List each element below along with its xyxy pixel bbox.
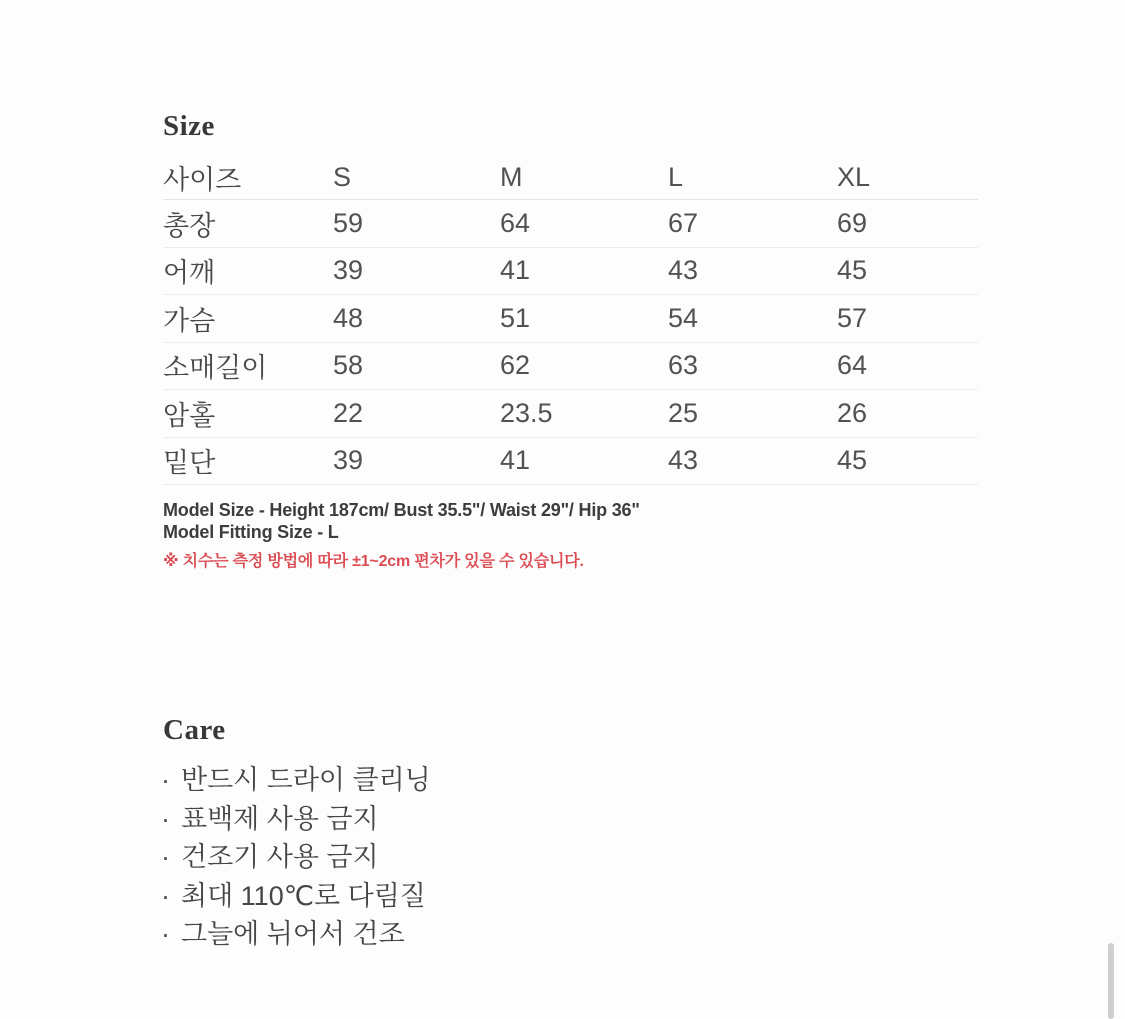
size-table-row xyxy=(163,438,978,486)
care-item-text: 그늘에 뉘어서 건조 xyxy=(181,919,405,949)
size-table-cell: 62 xyxy=(500,350,531,381)
bullet-dot: · xyxy=(161,842,170,872)
size-table-header-cell: 사이즈 xyxy=(163,165,242,195)
size-table-row-label: 어깨 xyxy=(163,258,216,289)
size-table-cell: 45 xyxy=(837,445,868,476)
care-list-item xyxy=(161,838,431,877)
size-table-cell: 26 xyxy=(837,397,868,428)
size-table-cell: 39 xyxy=(333,255,364,286)
size-table-cell: 41 xyxy=(500,255,531,286)
size-table-row xyxy=(163,248,978,296)
size-table-cell: 43 xyxy=(668,255,699,286)
size-table-cell: 48 xyxy=(333,302,364,333)
size-table-cell: 39 xyxy=(333,445,364,476)
model-size-line: Model Size - Height 187cm/ Bust 35.5"/ Waist 29"/ Hip 36" xyxy=(163,500,640,520)
size-table-cell: 54 xyxy=(668,302,699,333)
bullet-dot: · xyxy=(161,803,170,834)
size-table-cell: 67 xyxy=(668,207,699,238)
size-table-header-cell: L xyxy=(668,162,684,192)
size-table-cell: 64 xyxy=(500,207,531,238)
size-table-row-label: 총장 xyxy=(163,210,216,241)
size-table-cell: 64 xyxy=(837,350,868,381)
size-table-row-label: 암홀 xyxy=(163,400,216,431)
size-table-cell: 59 xyxy=(333,207,364,238)
size-table-cell: 69 xyxy=(837,207,868,238)
size-section-title: Size xyxy=(163,110,215,142)
size-table-cell: 22 xyxy=(333,397,364,428)
size-table-cell: 58 xyxy=(333,350,364,381)
size-table-header-cell: S xyxy=(333,162,352,192)
bullet-dot: · xyxy=(161,880,170,911)
size-table-row xyxy=(163,200,978,248)
care-item-text: 건조기 사용 금지 xyxy=(181,842,379,872)
size-table-header-cell: M xyxy=(500,162,523,192)
care-list-item xyxy=(161,761,431,800)
size-table-cell: 45 xyxy=(837,255,868,286)
care-list-item xyxy=(161,800,431,839)
size-table-row-label: 가슴 xyxy=(163,305,216,336)
size-table-cell: 51 xyxy=(500,302,531,333)
size-table-cell: 43 xyxy=(668,445,699,476)
bullet-dot: · xyxy=(161,919,170,949)
bullet-dot: · xyxy=(161,765,170,795)
size-table-header-row xyxy=(163,156,978,200)
care-item-text: 최대 110℃로 다림질 xyxy=(181,880,426,911)
model-fitting-size-line: Model Fitting Size - L xyxy=(163,521,339,542)
care-list-item xyxy=(161,877,431,916)
model-size-info xyxy=(163,500,640,543)
size-table-cell: 57 xyxy=(837,302,868,333)
size-table-row-label: 소매길이 xyxy=(163,353,268,384)
size-table-header-cell: XL xyxy=(837,162,871,192)
care-section-title: Care xyxy=(163,714,226,746)
size-table-cell: 41 xyxy=(500,445,531,476)
size-table-row-label: 밑단 xyxy=(163,448,216,479)
care-item-text: 표백제 사용 금지 xyxy=(181,803,379,834)
care-item-text: 반드시 드라이 클리닝 xyxy=(181,765,431,795)
size-table-row xyxy=(163,343,978,391)
size-table xyxy=(163,156,978,485)
size-table-row xyxy=(163,295,978,343)
care-list-item xyxy=(161,915,431,954)
size-table-cell: 23.5 xyxy=(500,397,553,428)
size-table-cell: 63 xyxy=(668,350,699,381)
size-table-row xyxy=(163,390,978,438)
size-table-cell: 25 xyxy=(668,397,699,428)
scrollbar-thumb[interactable] xyxy=(1108,943,1114,1019)
care-instructions-list xyxy=(161,761,431,954)
measurement-deviation-note: ※ 치수는 측정 방법에 따라 ±1~2cm 편차가 있을 수 있습니다. xyxy=(163,553,584,570)
